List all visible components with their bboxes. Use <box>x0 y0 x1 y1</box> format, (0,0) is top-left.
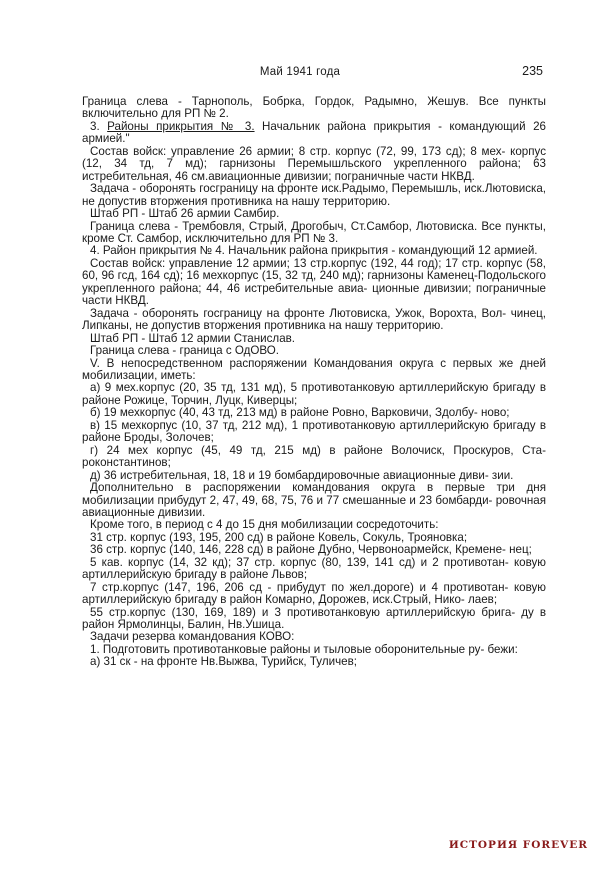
paragraph: 7 стр.корпус (147, 196, 206 сд - прибудут по жел.дороге) и 4 противотан- ковую артиллерийскую бригаду в район Комарно, Дорожев, иск.Стрый, Нико- лаев; <box>82 580 546 607</box>
paragraph: 5 кав. корпус (14, 32 кд); 37 стр. корпус (80, 139, 141 сд) и 2 противотан- ковую артиллерийскую бригаду в районе Львов; <box>82 555 546 582</box>
paragraph: 31 стр. корпус (193, 195, 200 сд) в районе Ковель, Сокуль, Трояновка; <box>90 530 468 544</box>
page-number: 235 <box>522 64 543 78</box>
paragraph: д) 36 истребительная, 18, 18 и 19 бомбардировочные авиационные диви- зии. <box>90 468 514 482</box>
heading-continuation: Начальник района прикрытия - командующий 26 армией." <box>82 119 547 146</box>
paragraph: Задача - оборонять госграницу на фронте Лютовиска, Ужок, Ворохта, Вол- чинец, Липканы, не допустив вторжения противника на нашу территорию. <box>82 306 546 333</box>
watermark-logo: ИСТОРИЯ FOREVER <box>448 839 588 851</box>
paragraph: в) 15 мехкорпус (10, 37 тд, 212 мд), 1 противотанковую артиллерийскую бригаду в районе Броды, Золочев; <box>82 418 546 445</box>
paragraph: Состав войск: управление 12 армии; 13 стр.корпус (192, 44 год); 17 стр. корпус (58, 60, 96 гсд, 164 сд); 16 мехкорпус (15, 32 тд, 240 мд); гарнизоны Каменец-Подольского укрепленного района; 44, 46 истребительные авиа- ционные дивизии; пограничные части НКВД. <box>82 256 546 308</box>
paragraph: Состав войск: управление 26 армии; 8 стр. корпус (72, 99, 173 сд); 8 мех- корпус (12, 34 тд, 7 мд); гарнизоны Перемышльского укрепленного района; 63 истребительная, 46 см.авиационные дивизии; пограничные части НКВД. <box>82 144 546 183</box>
paragraph: 4. Район прикрытия № 4. Начальник района прикрытия - командующий 12 армией. <box>90 244 538 258</box>
paragraph: V. В непосредственном распоряжении Командования округа с первых же дней мобилизации, иметь: <box>82 356 546 382</box>
paragraph: Граница слева - Тарнополь, Бобрка, Гордок, Радымно, Жешув. Все пункты включительно для РП № 2. <box>82 95 546 121</box>
paragraph: 36 стр. корпус (140, 146, 228 сд) в районе Дубно, Червоноармейск, Кремене- нец; <box>90 543 532 557</box>
paragraph: а) 31 ск - на фронте Нв.Выжва, Турийск, Туличев; <box>90 655 357 669</box>
page-header <box>0 64 600 82</box>
paragraph: Граница слева - Трембовля, Стрый, Дрогобыч, Ст.Самбор, Лютовиска. Все пункты, кроме Ст. Самбор, исключительно для РП № 3. <box>82 219 546 245</box>
paragraph: Штаб РП - Штаб 26 армии Самбир. <box>90 207 280 221</box>
paragraph: б) 19 мехкорпус (40, 43 тд, 213 мд) в районе Ровно, Варковичи, Здолбу- ново; <box>90 406 510 420</box>
paragraph: Задачи резерва командования КОВО: <box>90 630 295 644</box>
paragraph: а) 9 мех.корпус (20, 35 тд, 131 мд), 5 противотанковую артиллерийскую бригаду в районе Рожице, Торчин, Луцк, Киверцы; <box>82 381 546 407</box>
running-title: Май 1941 года <box>259 66 341 78</box>
paragraph: Задача - оборонять госграницу на фронте иск.Радымо, Перемышль, иск.Лютовиска, не допустив вторжения противника на нашу территорию. <box>82 182 546 208</box>
paragraph: 1. Подготовить противотанковые районы и тыловые оборонительные ру- бежи: <box>90 642 518 656</box>
paragraph: Штаб РП - Штаб 12 армии Станислав. <box>90 331 296 345</box>
item-number: 3. <box>90 119 108 133</box>
paragraph: Дополнительно в распоряжении командования округа в первые три дня мобилизации прибудут 2, 47, 49, 68, 75, 76 и 77 смешанные и 23 бомбарди- ровочная авиационные дивизии. <box>82 481 546 519</box>
paragraph-covering-area-3 <box>82 121 546 146</box>
document-body <box>82 96 546 669</box>
paragraph: г) 24 мех корпус (45, 49 тд, 215 мд) в районе Волочиск, Проскуров, Ста- роконстантинов; <box>82 443 546 470</box>
paragraph: Граница слева - граница с ОдОВО. <box>90 344 279 358</box>
paragraph: 55 стр.корпус (130, 169, 189) и 3 противотанковую артиллерийскую брига- ду в район Ярмолинцы, Балин, Нв.Ушица. <box>82 605 546 632</box>
paragraph: Кроме того, в период с 4 до 15 дня мобилизации сосредоточить: <box>90 518 439 532</box>
underlined-heading: Районы прикрытия № 3. <box>107 119 255 133</box>
